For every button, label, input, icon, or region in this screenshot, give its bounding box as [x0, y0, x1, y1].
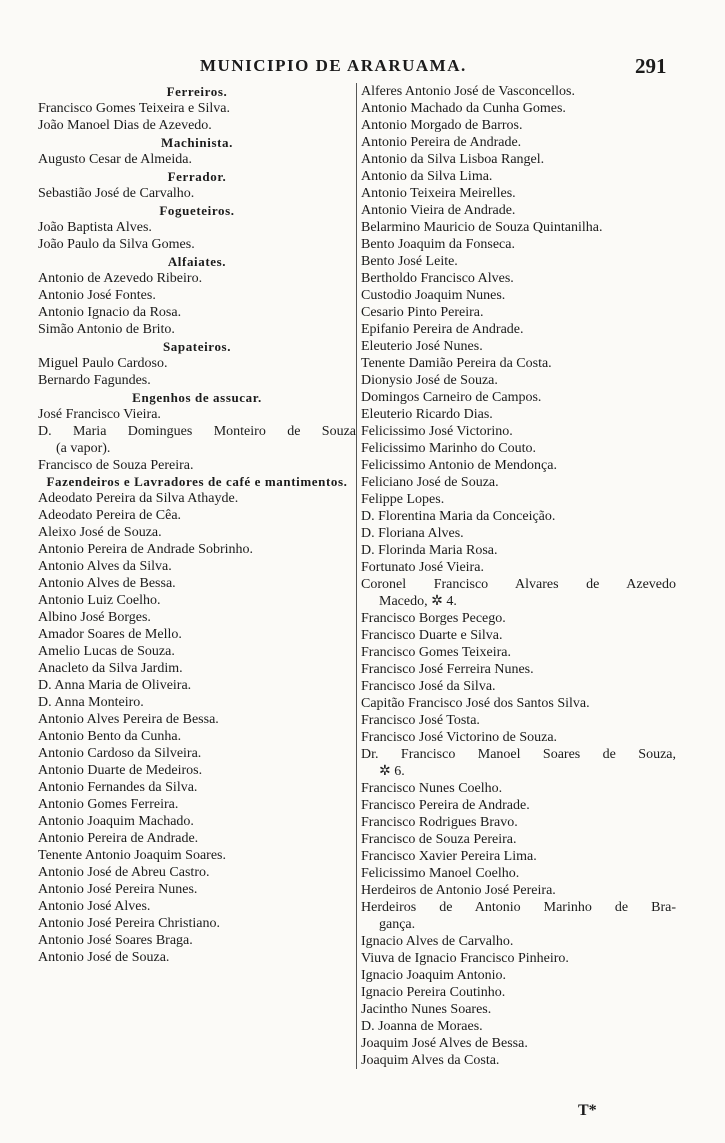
list-item: Domingos Carneiro de Campos.	[361, 390, 542, 405]
list-item: Herdeiros de Antonio José Pereira.	[361, 883, 556, 898]
list-item: Francisco Gomes Teixeira e Silva.	[38, 101, 230, 116]
list-item: Herdeiros de Antonio Marinho de Bra-	[361, 900, 676, 915]
list-item: Bento Joaquim da Fonseca.	[361, 237, 515, 252]
list-item-continuation: gança.	[379, 917, 416, 932]
list-item: Antonio José de Souza.	[38, 950, 170, 965]
list-item-continuation: (a vapor).	[56, 441, 111, 456]
list-item: Jacintho Nunes Soares.	[361, 1002, 492, 1017]
list-item: Joaquim Alves da Costa.	[361, 1053, 500, 1068]
list-item: João Paulo da Silva Gomes.	[38, 237, 195, 252]
list-item: Francisco Gomes Teixeira.	[361, 645, 511, 660]
list-item: D. Florinda Maria Rosa.	[361, 543, 498, 558]
list-item: Francisco José da Silva.	[361, 679, 496, 694]
list-item: Adeodato Pereira de Cêa.	[38, 508, 182, 523]
list-item: Francisco de Souza Pereira.	[38, 458, 194, 473]
list-item: Antonio Bento da Cunha.	[38, 729, 182, 744]
list-item: Dr. Francisco Manoel Soares de Souza,	[361, 747, 676, 762]
list-item: Capitão Francisco José dos Santos Silva.	[361, 696, 590, 711]
section-heading-machinista: Machinista.	[161, 135, 233, 150]
list-item: Felicissimo Marinho do Couto.	[361, 441, 536, 456]
list-item: Miguel Paulo Cardoso.	[38, 356, 168, 371]
list-item: D. Maria Domingues Monteiro de Souza	[38, 424, 356, 439]
list-item: Francisco Rodrigues Bravo.	[361, 815, 518, 830]
list-item: Simão Antonio de Brito.	[38, 322, 175, 337]
section-heading-engenhos: Engenhos de assucar.	[132, 390, 262, 405]
list-item-continuation: ✲ 6.	[379, 764, 405, 779]
list-item: Antonio Duarte de Medeiros.	[38, 763, 203, 778]
list-item: Alferes Antonio José de Vasconcellos.	[361, 84, 575, 99]
list-item: Francisco de Souza Pereira.	[361, 832, 517, 847]
list-item: Antonio José de Abreu Castro.	[38, 865, 210, 880]
list-item: Antonio José Pereira Christiano.	[38, 916, 220, 931]
list-item: Antonio Alves de Bessa.	[38, 576, 176, 591]
list-item: Antonio Joaquim Machado.	[38, 814, 194, 829]
list-item: Antonio Fernandes da Silva.	[38, 780, 198, 795]
list-item: Francisco Nunes Coelho.	[361, 781, 503, 796]
section-heading-fazendeiros: Fazendeiros e Lavradores de café e mantimentos.	[46, 474, 348, 489]
page-number: 291	[635, 54, 667, 78]
list-item: Antonio Gomes Ferreira.	[38, 797, 179, 812]
list-item: Antonio Alves Pereira de Bessa.	[38, 712, 219, 727]
list-item: Antonio da Silva Lisboa Rangel.	[361, 152, 545, 167]
list-item: Custodio Joaquim Nunes.	[361, 288, 506, 303]
list-item: Ignacio Pereira Coutinho.	[361, 985, 506, 1000]
list-item: Bento José Leite.	[361, 254, 458, 269]
list-item: Francisco Borges Pecego.	[361, 611, 506, 626]
list-item: Anacleto da Silva Jardim.	[38, 661, 183, 676]
list-item: Antonio José Alves.	[38, 899, 151, 914]
list-item: D. Anna Monteiro.	[38, 695, 144, 710]
list-item: Francisco José Victorino de Souza.	[361, 730, 558, 745]
list-item: Tenente Antonio Joaquim Soares.	[38, 848, 226, 863]
list-item: Antonio José Pereira Nunes.	[38, 882, 198, 897]
list-item: Antonio Pereira de Andrade.	[361, 135, 522, 150]
list-item: Epifanio Pereira de Andrade.	[361, 322, 524, 337]
list-item: Bernardo Fagundes.	[38, 373, 151, 388]
list-item: Eleuterio Ricardo Dias.	[361, 407, 493, 422]
list-item: Tenente Damião Pereira da Costa.	[361, 356, 552, 371]
list-item: Antonio Teixeira Meirelles.	[361, 186, 516, 201]
list-item: José Francisco Vieira.	[38, 407, 161, 422]
list-item: Francisco José Ferreira Nunes.	[361, 662, 534, 677]
list-item: D. Floriana Alves.	[361, 526, 464, 541]
signature-mark: T*	[578, 1102, 597, 1119]
list-item: Amelio Lucas de Souza.	[38, 644, 175, 659]
fazendeiros-list	[38, 490, 356, 966]
list-item: Antonio Morgado de Barros.	[361, 118, 523, 133]
list-item: Joaquim José Alves de Bessa.	[361, 1036, 528, 1051]
list-item: Viuva de Ignacio Francisco Pinheiro.	[361, 951, 569, 966]
list-item: Felicissimo Manoel Coelho.	[361, 866, 520, 881]
list-item: Bertholdo Francisco Alves.	[361, 271, 514, 286]
list-item: Cesario Pinto Pereira.	[361, 305, 484, 320]
list-item: Amador Soares de Mello.	[38, 627, 182, 642]
section-heading-ferrador: Ferrador.	[167, 169, 227, 184]
list-item: Felicissimo José Victorino.	[361, 424, 513, 439]
list-item: Antonio Machado da Cunha Gomes.	[361, 101, 566, 116]
list-item: Francisco José Tosta.	[361, 713, 480, 728]
list-item: Antonio de Azevedo Ribeiro.	[38, 271, 203, 286]
list-item: João Baptista Alves.	[38, 220, 152, 235]
page-header	[0, 50, 725, 80]
list-item: Albino José Borges.	[38, 610, 151, 625]
list-item: D. Florentina Maria da Conceição.	[361, 509, 556, 524]
list-item: Francisco Xavier Pereira Lima.	[361, 849, 537, 864]
section-heading-alfaiates: Alfaiates.	[167, 254, 227, 269]
list-item: Adeodato Pereira da Silva Athayde.	[38, 491, 239, 506]
list-item: Augusto Cesar de Almeida.	[38, 152, 192, 167]
list-item: Francisco Pereira de Andrade.	[361, 798, 530, 813]
list-item: Antonio Vieira de Andrade.	[361, 203, 516, 218]
list-item: Antonio Pereira de Andrade.	[38, 831, 199, 846]
list-item: Aleixo José de Souza.	[38, 525, 162, 540]
list-item: Antonio José Fontes.	[38, 288, 156, 303]
section-heading-fogueteiros: Fogueteiros.	[159, 203, 235, 218]
fazendeiros-list-continued	[361, 83, 676, 1069]
section-heading-ferreiros: Ferreiros.	[166, 84, 228, 99]
list-item: Feliciano José de Souza.	[361, 475, 499, 490]
list-item: Belarmino Mauricio de Souza Quintanilha.	[361, 220, 603, 235]
list-item: D. Joanna de Moraes.	[361, 1019, 483, 1034]
list-item: Sebastião José de Carvalho.	[38, 186, 195, 201]
list-item: Antonio Luiz Coelho.	[38, 593, 161, 608]
left-column	[38, 83, 356, 966]
list-item: Antonio Pereira de Andrade Sobrinho.	[38, 542, 254, 557]
list-item: Antonio Ignacio da Rosa.	[38, 305, 182, 320]
list-item: Antonio José Soares Braga.	[38, 933, 193, 948]
list-item: João Manoel Dias de Azevedo.	[38, 118, 212, 133]
list-item: Antonio da Silva Lima.	[361, 169, 493, 184]
list-item: Ignacio Joaquim Antonio.	[361, 968, 507, 983]
list-item: Eleuterio José Nunes.	[361, 339, 483, 354]
list-item: Dionysio José de Souza.	[361, 373, 498, 388]
list-item: Coronel Francisco Alvares de Azevedo	[361, 577, 676, 592]
page-title: MUNICIPIO DE ARARUAMA.	[200, 56, 467, 75]
list-item: Ignacio Alves de Carvalho.	[361, 934, 514, 949]
list-item: Fortunato José Vieira.	[361, 560, 484, 575]
list-item: D. Anna Maria de Oliveira.	[38, 678, 192, 693]
right-column	[356, 83, 676, 1069]
list-item: Antonio Alves da Silva.	[38, 559, 172, 574]
section-heading-sapateiros: Sapateiros.	[162, 339, 232, 354]
list-item: Francisco Duarte e Silva.	[361, 628, 503, 643]
list-item: Felicissimo Antonio de Mendonça.	[361, 458, 557, 473]
list-item: Felippe Lopes.	[361, 492, 445, 507]
list-item: Antonio Cardoso da Silveira.	[38, 746, 202, 761]
list-item-continuation: Macedo, ✲ 4.	[379, 594, 457, 609]
